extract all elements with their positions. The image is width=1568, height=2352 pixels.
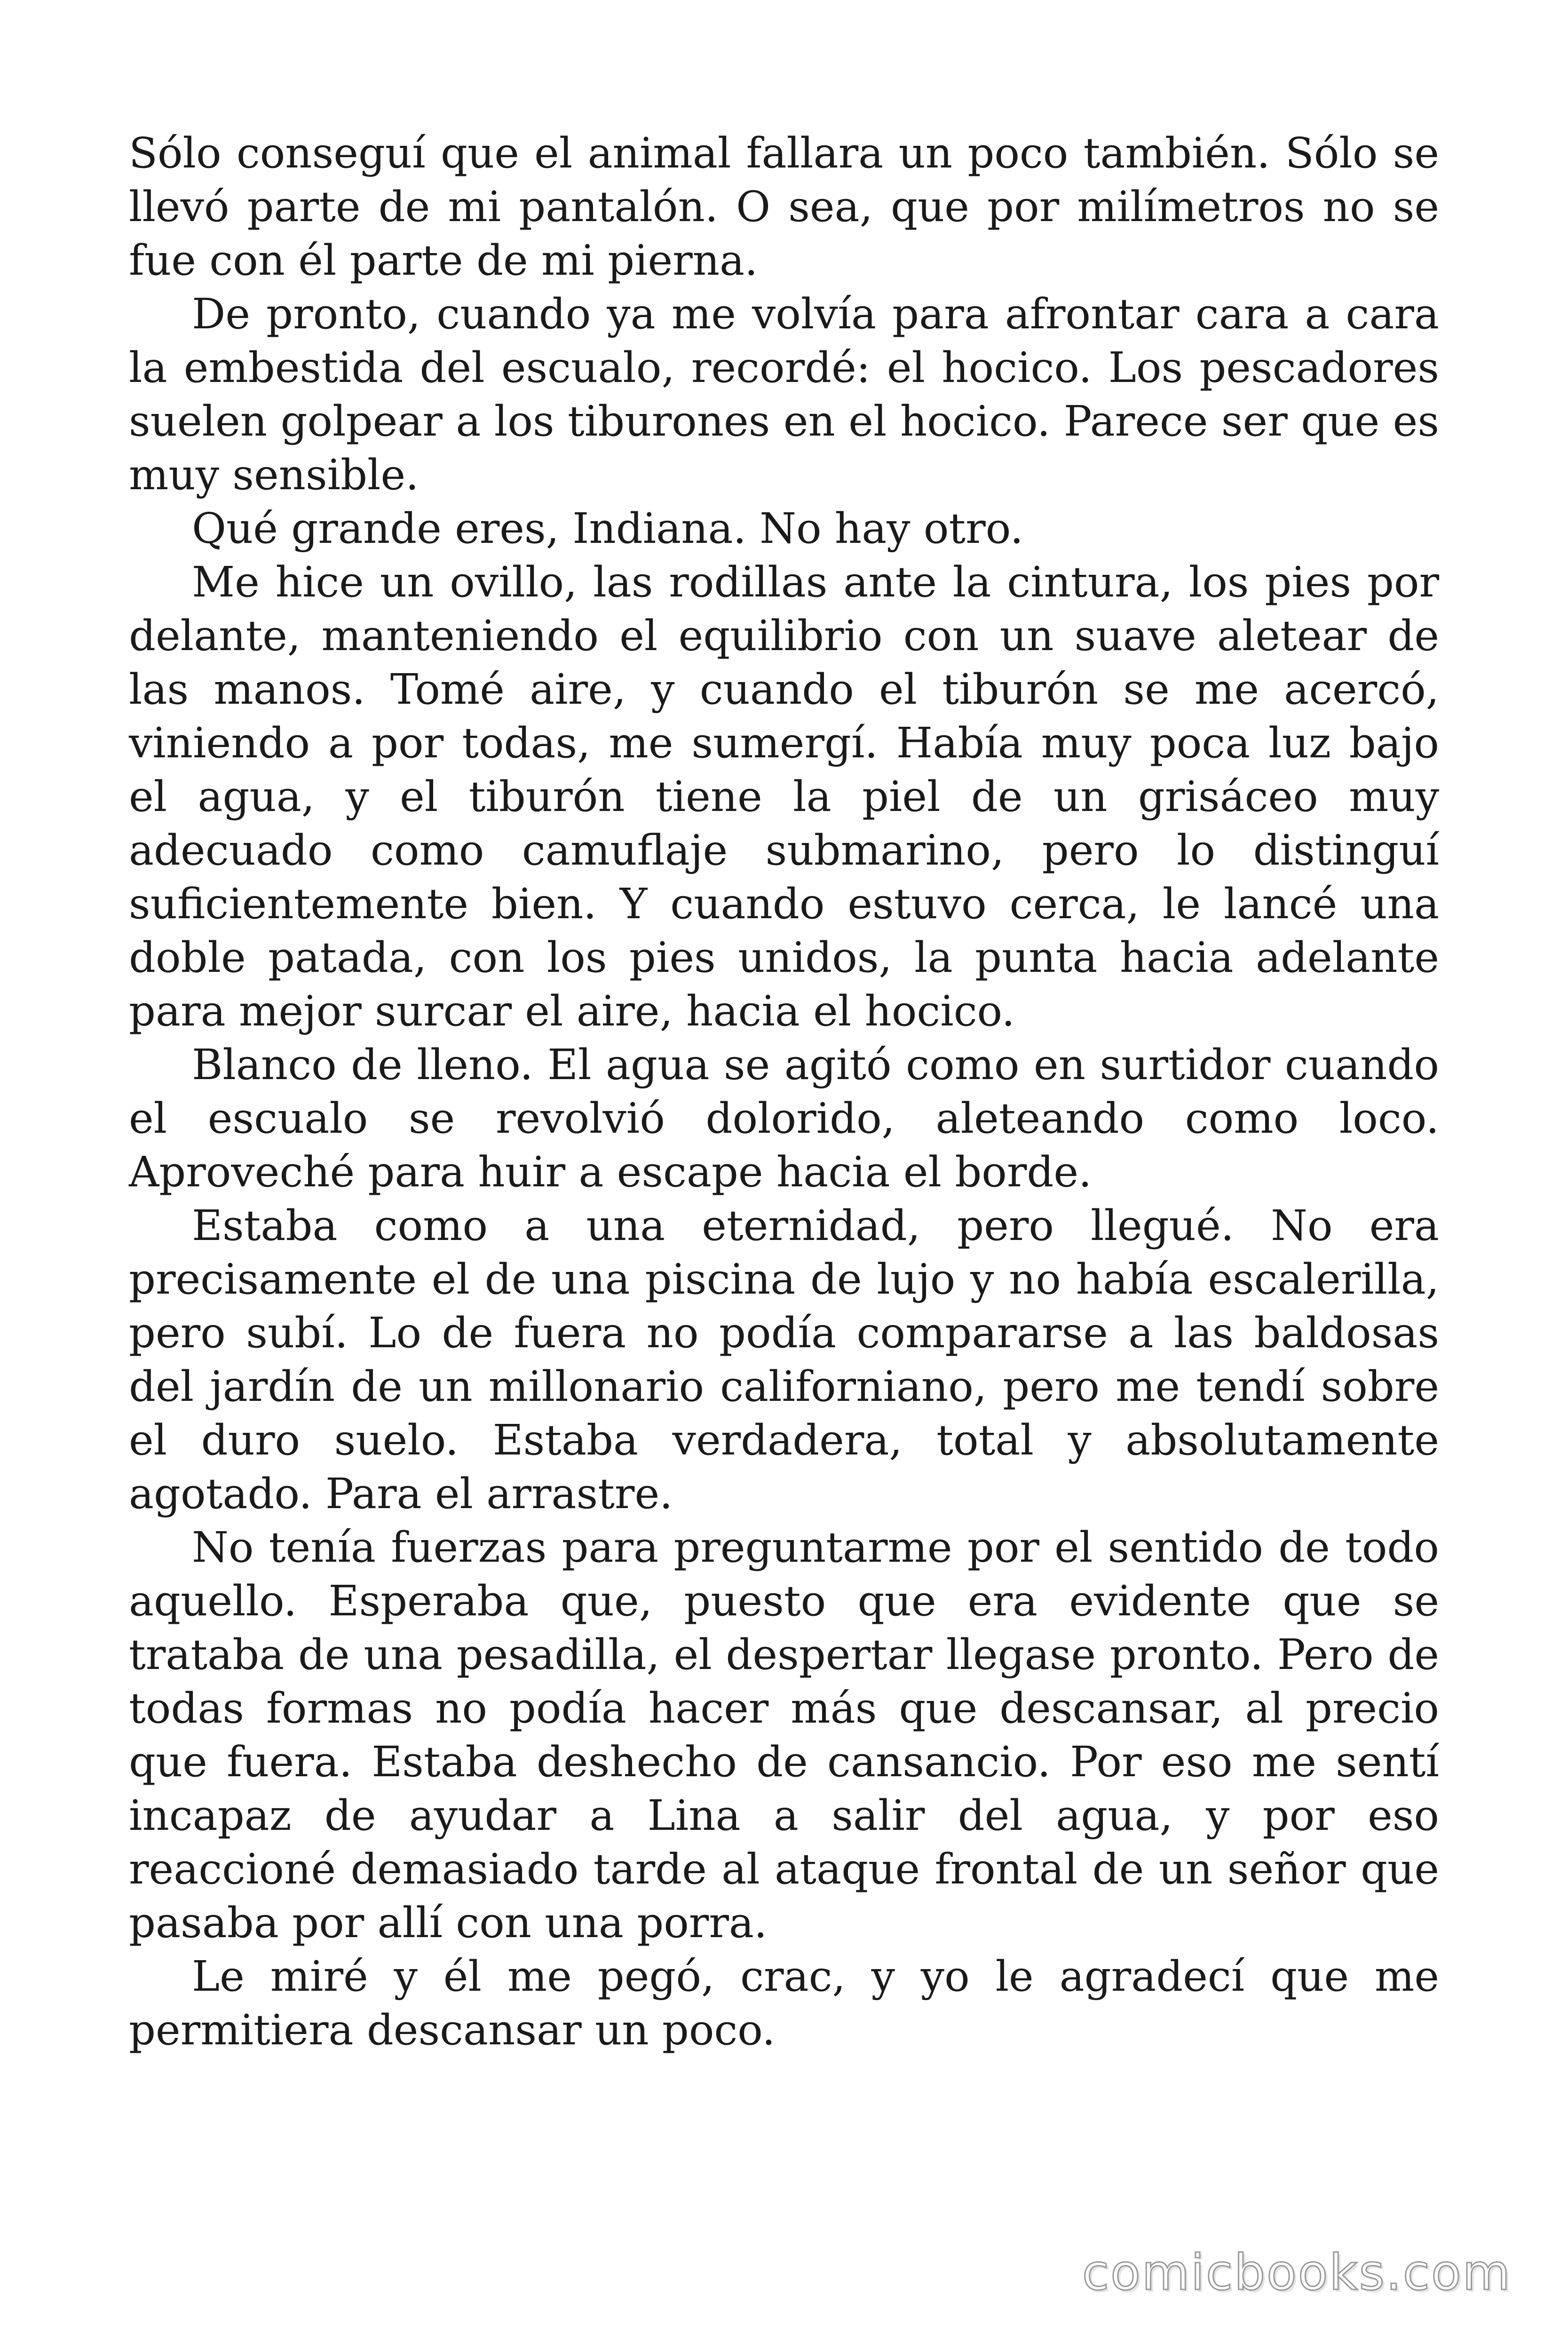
paragraph-6: Estaba como a una eternidad, pero llegué. No era precisamente el de una piscina de lujo y no había escalerilla, pero subí. Lo de fuera no podía compararse a las baldosas del jardín de un millonario californiano, pero me tendí sobre el duro suelo. Estaba verdadera, total y absolutamente agotado. Para el arrastre.: [129, 1201, 1439, 1518]
paragraph-4: Me hice un ovillo, las rodillas ante la cintura, los pies por delante, manteniendo el equilibrio con un suave aletear de las manos. Tomé aire, y cuando el tiburón se me acercó, viniendo a por todas, me sumergí. Había muy poca luz bajo el agua, y el tiburón tiene la piel de un grisáceo muy adecuado como camuflaje submarino, pero lo distinguí suficientemente bien. Y cuando estuvo cerca, le lancé una doble patada, con los pies unidos, la punta hacia adelante para mejor surcar el aire, hacia el hocico.: [129, 557, 1439, 1035]
watermark: comicbooks.com: [1082, 2244, 1512, 2301]
paragraph-3: Qué grande eres, Indiana. No hay otro.: [192, 504, 1024, 553]
paragraph-5: Blanco de lleno. El agua se agitó como en surtidor cuando el escualo se revolvió dolorido, aleteando como loco. Aproveché para huir a escape hacia el borde.: [129, 1040, 1439, 1196]
page-body: [129, 126, 1439, 2057]
paragraph-7: No tenía fuerzas para preguntarme por el sentido de todo aquello. Esperaba que, puesto que era evidente que se trataba de una pesadilla, el despertar llegase pronto. Pero de todas formas no podía hacer más que descansar, al precio que fuera. Estaba deshecho de cansancio. Por eso me sentí incapaz de ayudar a Lina a salir del agua, y por eso reaccioné demasiado tarde al ataque frontal de un señor que pasaba por allí con una porra.: [129, 1523, 1439, 1947]
paragraph-2: De pronto, cuando ya me volvía para afrontar cara a cara la embestida del escualo, recordé: el hocico. Los pescadores suelen golpear a los tiburones en el hocico. Parece ser que es muy sensible.: [129, 289, 1439, 499]
paragraph-8: Le miré y él me pegó, crac, y yo le agradecí que me permitiera descansar un poco.: [129, 1952, 1439, 2054]
paragraph-1: Sólo conseguí que el animal fallara un poco también. Sólo se llevó parte de mi pantalón. O sea, que por milímetros no se fue con él parte de mi pierna.: [129, 128, 1439, 285]
